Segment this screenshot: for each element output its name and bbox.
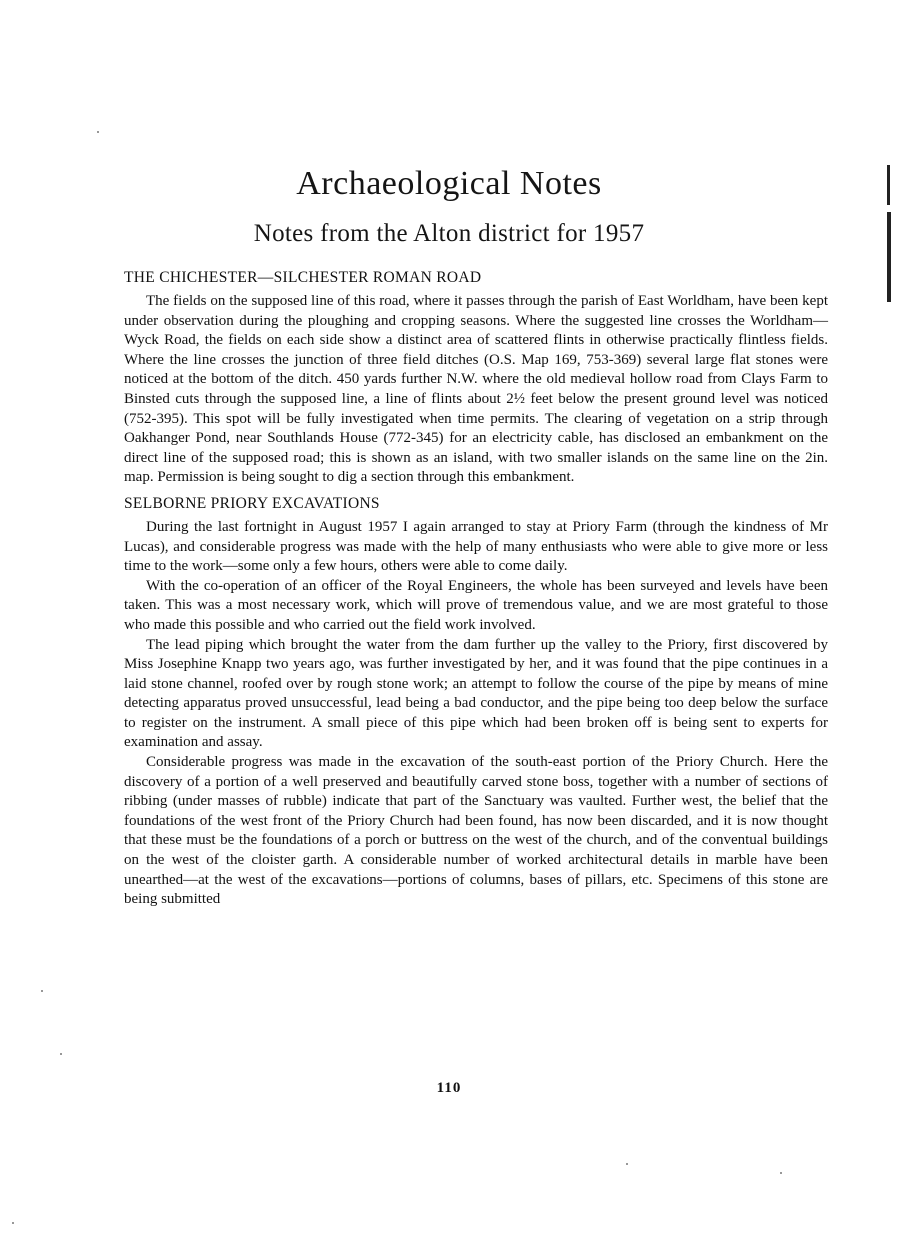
scan-margin-mark — [887, 165, 890, 205]
section-heading-selborne-priory: SELBORNE PRIORY EXCAVATIONS — [124, 494, 380, 512]
page-subtitle: Notes from the Alton district for 1957 — [253, 220, 645, 247]
scan-speck — [780, 1172, 782, 1174]
scan-speck — [41, 990, 43, 992]
page-number: 110 — [436, 1080, 462, 1096]
scan-speck — [12, 1222, 14, 1224]
article-body — [124, 268, 828, 910]
scan-speck — [97, 131, 99, 133]
scan-speck — [60, 1053, 62, 1055]
paragraph: Considerable progress was made in the excavation of the south-east portion of the Priory Church. Here the discovery of a portion of a well preserved and beautifully carved stone boss, together with a number of sections of ribbing (under masses of rubble) indicate that part of the Sanctuary was vaulted. Further west, the belief that the foundations of the west front of the Priory Church had been found, has now been discarded, and it is now thought that these must be the foundations of a porch or buttress on the west of the church, and of the conventual buildings on the west of the cloister garth. A considerable number of worked architectural details in marble have been unearthed—at the west of the excavations—portions of columns, bases of pillars, etc. Specimens of this stone are being submitted — [124, 754, 828, 908]
paragraph: With the co-operation of an officer of the Royal Engineers, the whole has been surveyed and levels have been taken. This was a most necessary work, which will prove of tremendous value, and we are most grateful to those who made this possible and who carried out the field work involved. — [124, 577, 828, 633]
section-heading-roman-road: THE CHICHESTER—SILCHESTER ROMAN ROAD — [124, 269, 482, 286]
scan-speck — [626, 1163, 628, 1165]
scan-margin-mark — [887, 212, 891, 302]
paragraph: The lead piping which brought the water from the dam further up the valley to the Priory, first discovered by Miss Josephine Knapp two years ago, was further investigated by her, and it was found that the pipe continues in a laid stone channel, roofed over by rough stone work; an attempt to follow the course of the pipe by means of mine detecting apparatus proved unsuccessful, lead being a bad conductor, and the pipe being too deep below the surface to register on the instrument. A small piece of this pipe which had been broken off is being sent to experts for examination and assay. — [124, 636, 828, 751]
paragraph: The fields on the supposed line of this road, where it passes through the parish of East Worldham, have been kept under observation during the ploughing and cropping seasons. Where the suggested line crosses the Worldham—Wyck Road, the fields on each side show a distinct area of scattered flints in otherwise practically flintless fields. Where the line crosses the junction of three field ditches (O.S. Map 169, 753-369) several large flat stones were noticed at the bottom of the ditch. 450 yards further N.W. where the old medieval hollow road from Clays Farm to Binsted cuts through the supposed line, a line of flints about 2½ feet below the present ground level was noticed (752-395). This spot will be fully investigated when time permits. The clearing of vegetation on a strip through Oakhanger Pond, near Southlands House (772-345) for an electricity cable, has disclosed an embankment on the direct line of the supposed road; this is shown as an island, with two smaller islands on the same line on the 2in. map. Permission is being sought to dig a section through this embankment. — [124, 293, 828, 486]
page-title: Archaeological Notes — [296, 165, 602, 202]
paragraph: During the last fortnight in August 1957 I again arranged to stay at Priory Farm (through the kindness of Mr Lucas), and considerable progress was made with the help of many enthusiasts who were able to give more or less time to the work—some only a few hours, others were able to come daily. — [124, 518, 828, 575]
